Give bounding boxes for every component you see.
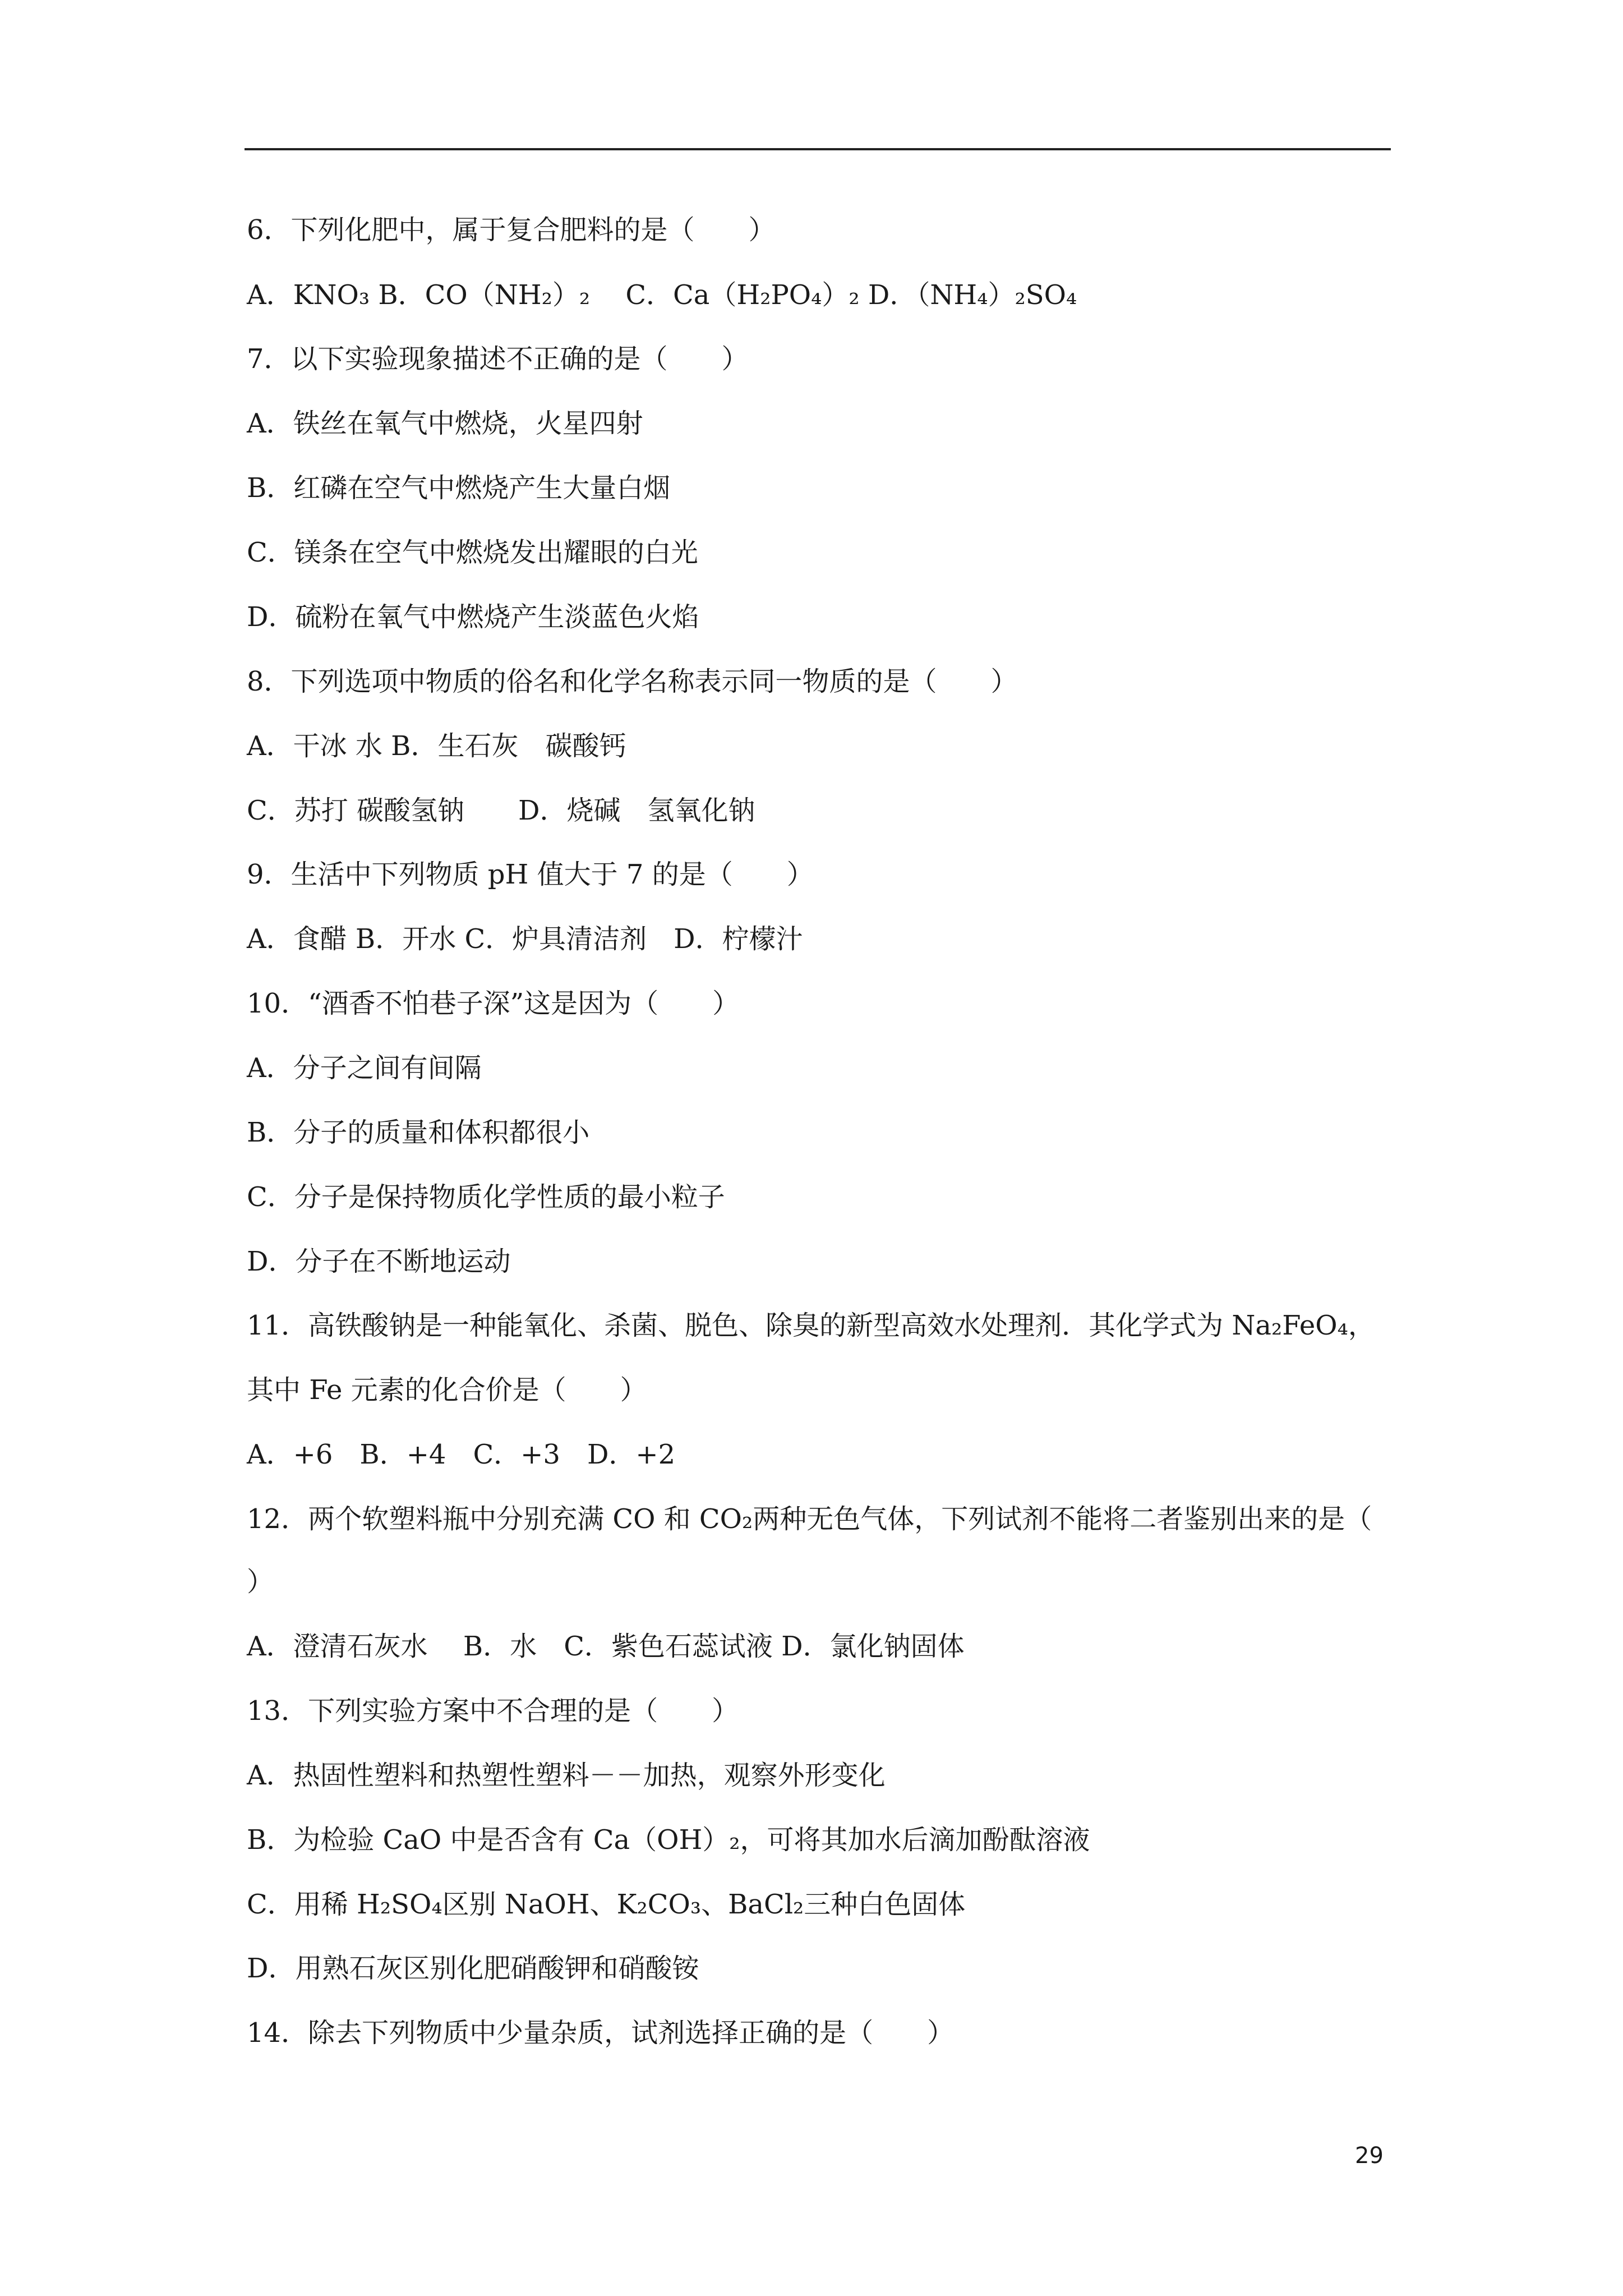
question-13-option-d: D．用熟石灰区别化肥硝酸钾和硝酸铵 <box>247 1953 699 1984</box>
page-number: 29 <box>1355 2143 1384 2169</box>
question-8-options-cd: C．苏打 碳酸氢钠 D．烧碱 氢氧化钠 <box>247 795 755 826</box>
question-11-options: A．+6 B．+4 C．+3 D．+2 <box>247 1439 676 1470</box>
question-12-stem: 12．两个软塑料瓶中分别充满 CO 和 CO₂两种无色气体，下列试剂不能将二者鉴别出来的是（ <box>247 1503 1372 1535</box>
question-10-option-d: D．分子在不断地运动 <box>247 1246 511 1277</box>
question-7-stem: 7．以下实验现象描述不正确的是（ ） <box>247 343 749 375</box>
question-11-stem-continued: 其中 Fe 元素的化合价是（ ） <box>247 1374 647 1406</box>
question-10-option-a: A．分子之间有间隔 <box>247 1052 482 1084</box>
question-6-options: A．KNO₃ B．CO（NH₂）₂ C．Ca（H₂PO₄）₂ D．（NH₄）₂SO₄ <box>247 279 1077 311</box>
question-10-stem: 10．“酒香不怕巷子深”这是因为（ ） <box>247 988 740 1019</box>
question-6-stem: 6．下列化肥中，属于复合肥料的是（ ） <box>247 214 776 246</box>
question-9-options: A．食醋 B．开水 C．炉具清洁剂 D．柠檬汁 <box>247 923 803 955</box>
question-14-stem: 14．除去下列物质中少量杂质，试剂选择正确的是（ ） <box>247 2017 955 2049</box>
question-10-option-b: B．分子的质量和体积都很小 <box>247 1117 590 1148</box>
question-11-stem: 11．高铁酸钠是一种能氧化、杀菌、脱色、除臭的新型高效水处理剂．其化学式为 Na₂FeO₄， <box>247 1310 1375 1341</box>
question-13-option-b: B．为检验 CaO 中是否含有 Ca（OH）₂，可将其加水后滴加酚酞溶液 <box>247 1824 1090 1856</box>
question-8-stem: 8．下列选项中物质的俗名和化学名称表示同一物质的是（ ） <box>247 666 1018 697</box>
question-13-stem: 13．下列实验方案中不合理的是（ ） <box>247 1695 739 1727</box>
question-10-option-c: C．分子是保持物质化学性质的最小粒子 <box>247 1181 725 1213</box>
question-8-options-ab: A．干冰 水 B．生石灰 碳酸钙 <box>247 730 626 762</box>
header-rule <box>245 148 1391 150</box>
question-12-stem-continued: ） <box>247 1566 274 1598</box>
question-7-option-b: B．红磷在空气中燃烧产生大量白烟 <box>247 472 671 504</box>
question-7-option-c: C．镁条在空气中燃烧发出耀眼的白光 <box>247 537 698 568</box>
question-7-option-d: D．硫粉在氧气中燃烧产生淡蓝色火焰 <box>247 601 699 633</box>
question-13-option-a: A．热固性塑料和热塑性塑料－－加热，观察外形变化 <box>247 1760 886 1791</box>
question-7-option-a: A．铁丝在氧气中燃烧，火星四射 <box>247 408 643 439</box>
question-9-stem: 9．生活中下列物质 pH 值大于 7 的是（ ） <box>247 859 814 890</box>
question-12-options: A．澄清石灰水 B．水 C．紫色石蕊试液 D．氯化钠固体 <box>247 1631 965 1662</box>
question-13-option-c: C．用稀 H₂SO₄区别 NaOH、K₂CO₃、BaCl₂三种白色固体 <box>247 1889 966 1920</box>
